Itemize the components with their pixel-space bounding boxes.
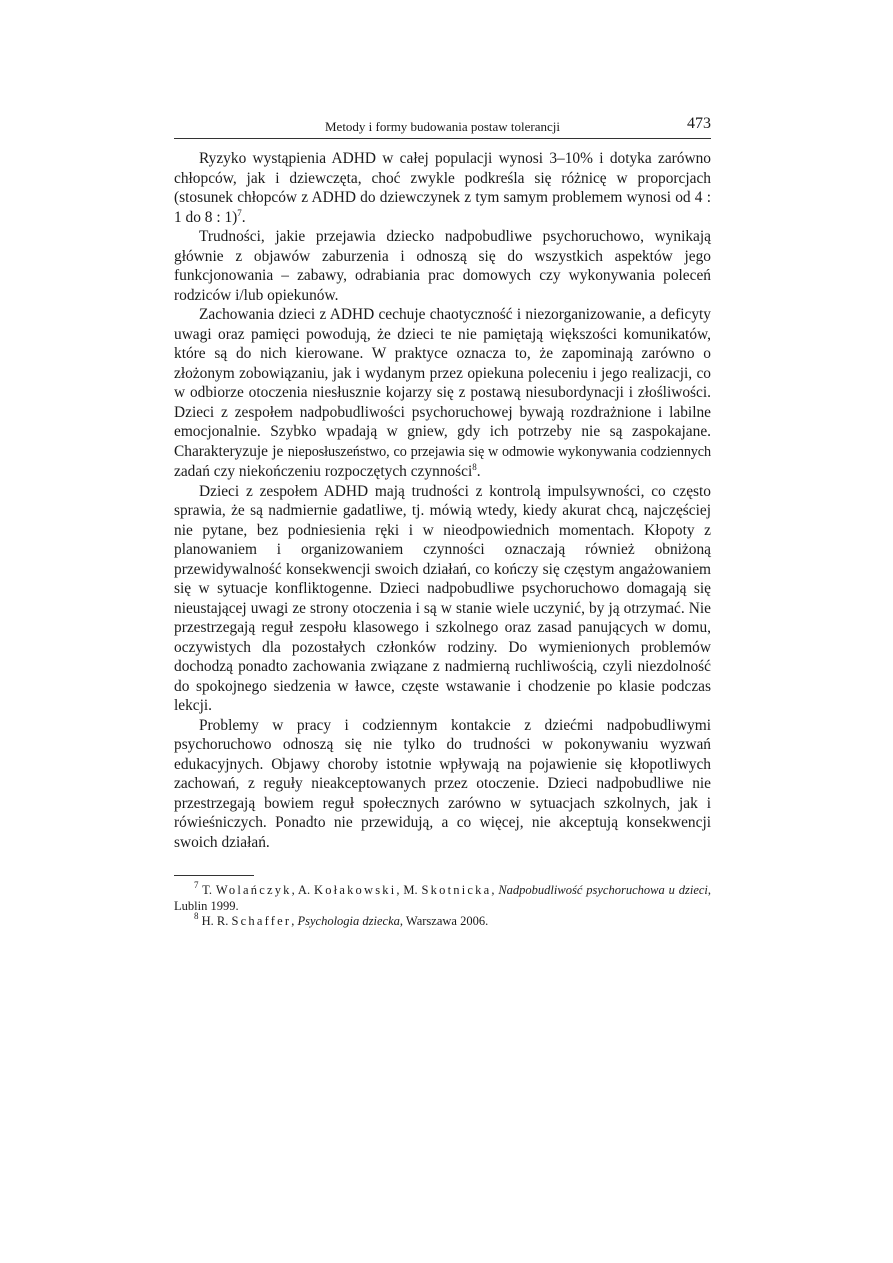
paragraph-4: Dzieci z zespołem ADHD mają trudności z kontrolą impulsywności, co często sprawia, że są nadmiernie gadatliwe, tj. mówią wtedy, kiedy akurat chcą, najczęściej nie pytane, bez podniesienia ręki i w nieodpowiednich momentach. Kłopoty z planowaniem i organizowaniem czynności oznaczają również obniżoną przewidywalność konsekwencji swoich działań, co kończy się częstym angażowaniem się w sytuacje konfliktogenne. Dzieci nadpobudliwe psychoruchowo domagają się nieustającej uwagi ze strony otoczenia i są w stanie wiele uczynić, by ją otrzymać. Nie przestrzegają reguł zespołu klasowego i szkolnego oraz zasad panujących w domu, oczywistych dla pozostałych członków rodziny. Do wymienionych problemów dochodzą ponadto zachowania związane z nadmierną ruchliwością, czyli niezdolność do spokojnego siedzenia w ławce, częste wstawanie i chodzenie po klasie podczas lekcji. [174, 482, 711, 714]
footnote-7-title: Nadpobudliwość psychoruchowa u dzieci [498, 883, 708, 897]
footnote-7-initial: T. [202, 883, 212, 897]
footnote-7: $^7$ T. Wolańczyk, A. Kołakowski, M. Skotnicka, Nadpobudliwość psychoruchowa u dzieci, Lublin 1999. [174, 880, 712, 913]
footnotes [174, 880, 712, 930]
footnote-8-initials: H. R. [201, 914, 229, 928]
footnote-7-author-2: Kołakowski [313, 883, 397, 897]
paragraph-2: Trudności, jakie przejawia dziecko nadpobudliwe psychoruchowo, wynikają głównie z objawów zaburzenia i odnoszą się do wszystkich aspektów jego funkcjonowania – zabawy, odrabiania prac domowych czy wykonywania poleceń rodziców i/lub opiekunów. [174, 228, 711, 304]
paragraph-1-text: Ryzyko wystąpienia ADHD w całej populacji wynosi 3–10% i dotyka zarówno chłopców, jak i dziewczęta, choć zwykle podkreśla się różnicę w proporcjach (stosunek chłopców z ADHD do dziewczynek z tym samym problemem wynosi od 4 : 1 do 8 : 1) [174, 150, 711, 226]
footnote-7-author-3: Skotnicka [421, 883, 492, 897]
running-title: Metody i formy budowania postaw tolerancji [324, 119, 561, 134]
footnote-7-sep-1: , A. [291, 883, 314, 897]
footnote-8-imprint: , Warszawa 2006. [399, 914, 489, 928]
page-number: 473 [687, 115, 711, 132]
footnote-7-author-1: Wolańczyk [215, 883, 292, 897]
footnote-8-marker: 8 [194, 911, 199, 921]
footnote-7-sep-2: , M. [396, 883, 422, 897]
paragraph-1-end: . [241, 208, 246, 226]
paragraph-1 [174, 149, 711, 227]
footnote-8-title: Psychologia dziecka [297, 914, 400, 928]
footnote-7-marker: 7 [194, 880, 199, 890]
footnote-ref-7: 7 [237, 207, 242, 218]
footnote-ref-8: 8 [472, 462, 477, 472]
running-header [174, 116, 711, 139]
document-page [174, 116, 711, 930]
paragraph-3 [174, 305, 711, 482]
footnote-8: $^8$ H. R. Schaffer, Psychologia dziecka, Warszawa 2006. [194, 911, 489, 928]
body-text [174, 149, 711, 852]
footnote-divider [174, 875, 254, 876]
paragraph-5: Problemy w pracy i codziennym kontakcie z dziećmi nadpobudliwymi psychoruchowo odnoszą się nie tylko do trudności w pokonywaniu wyzwań edukacyjnych. Objawy choroby istotnie wpływają na pojawienie się kłopotliwych zachowań, z reguły nieakceptowanych przez otoczenie. Dzieci nadpobudliwe nie przestrzegają bowiem reguł społecznych zarówno w sytuacjach szkolnych, jak i rówieśniczych. Ponadto nie przewidują, a co więcej, nie akceptują konsekwencji swoich działań. [174, 716, 711, 851]
paragraph-3-tail: zadań czy niekończeniu rozpoczętych czynności [174, 463, 473, 480]
footnote-8-author: Schaffer [231, 914, 292, 928]
paragraph-3-end: . [476, 463, 481, 480]
paragraph-3-compact-line: nieposłuszeństwo, co przejawia się w odmowie wykonywania codziennych [287, 443, 711, 460]
paragraph-3-text: Zachowania dzieci z ADHD cechuje chaotyczność i niezorganizowanie, a deficyty uwagi oraz pamięci powodują, że dzieci te nie pamiętają większości komunikatów, które są do nich kierowane. W praktyce oznacza to, że zapominają zarówno o złożonym zobowiązaniu, jak i wydanym przez opiekuna poleceniu i jego realizacji, co w odbiorze otoczenia niesłusznie kojarzy się z postawą niesubordynacji i złośliwości. Dzieci z zespołem nadpobudliwości psychoruchowej bywają rozdrażnione i labilne emocjonalnie. Szybko wpadają w gniew, gdy ich potrzeby nie są zaspokajane. Charakteryzuje je [174, 306, 711, 460]
footnote-7-imprint: , Lublin 1999. [174, 883, 712, 913]
